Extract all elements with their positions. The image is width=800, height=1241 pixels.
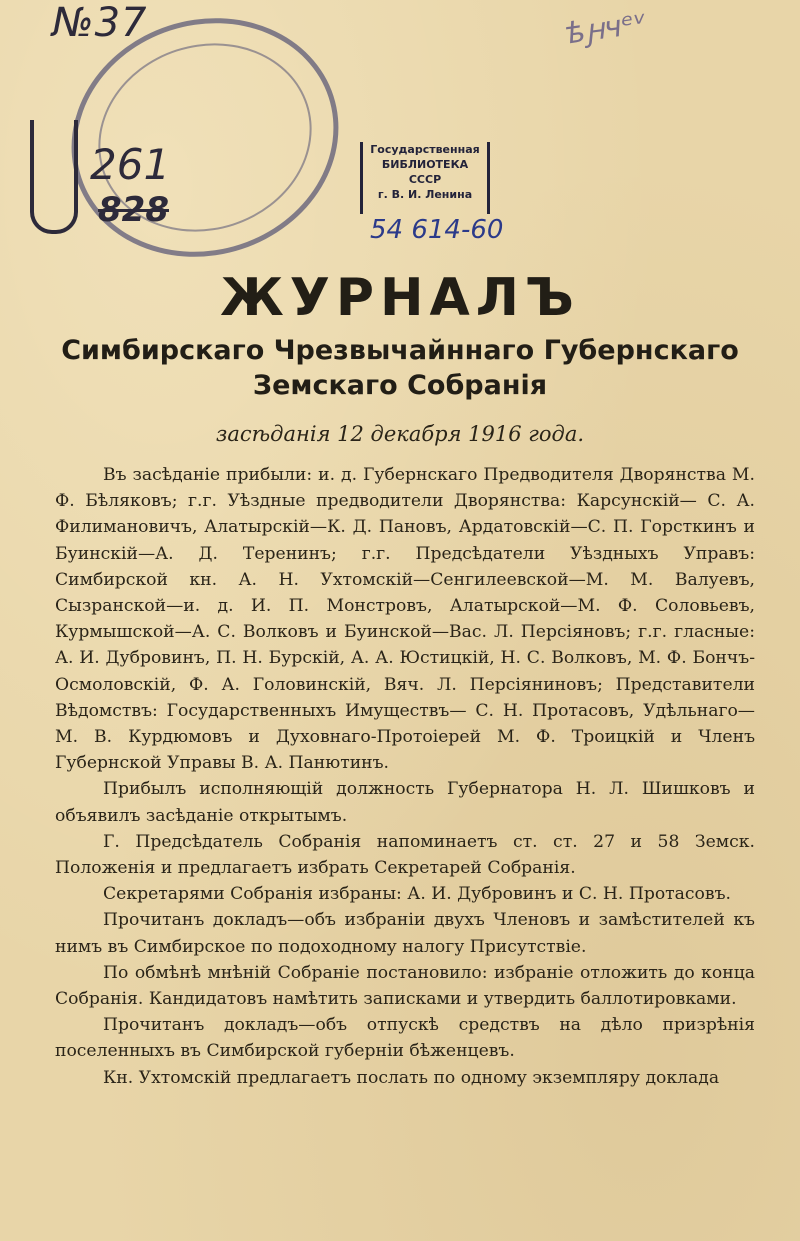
stamp-line-3: СССР <box>408 173 442 186</box>
paragraph-resolution: По обмѣнѣ мнѣній Собраніе постановило: избраніе отложить до конца Собранія. Кандидатовъ намѣтить записками и утвердить баллотировками. <box>55 962 755 1010</box>
journal-title: ЖУРНАЛЪ <box>220 268 580 328</box>
handwritten-library-code: 54 614-60 <box>370 215 504 245</box>
library-rect-stamp <box>360 142 490 214</box>
stamp-line-4: г. В. И. Ленина <box>377 188 473 201</box>
handwritten-shelf-mark: №37 <box>52 0 148 46</box>
handwritten-number-828: 828 <box>98 190 169 230</box>
paragraph-secretaries: Секретарями Собранія избраны: А. И. Дубровинъ и С. Н. Протасовъ. <box>103 884 731 905</box>
handwritten-number-261: 261 <box>90 140 171 189</box>
stamp-line-1: Государственная <box>370 143 480 156</box>
paragraph-report-refugees: Прочитанъ докладъ—объ отпускѣ средствъ на дѣло призрѣнія поселенныхъ въ Симбирской губерніи бѣженцевъ. <box>55 1015 755 1062</box>
subtitle-line-2: Земскаго Собранія <box>252 370 548 401</box>
stamp-line-2: БИБЛИОТЕКА <box>381 158 469 171</box>
paragraph-governor-opening: Прибылъ исполняющій должность Губернатора Н. Л. Шишковъ и объявилъ засѣданіе открытымъ. <box>55 779 755 826</box>
paragraph-attendees: Въ засѣданіе прибыли: и. д. Губернскаго Предводителя Дворянства М. Ф. Бѣляковъ; г.г. Уѣздные предводители Дворянства: Карсунскій— С. А. Филимановичъ, Алатырскій—К. Д. Пановъ, Ардатовскій—С. П. Горсткинъ и Буинскій—А. Д. Теренинъ; г.г. Предсѣдатели Уѣздныхъ Управъ: Симбирской кн. А. Н. Ухтомскій—Сенгилеевской—М. М. Валуевъ, Сызранской—и. д. И. П. Монстровъ, Алатырской—М. Ф. Соловьевъ, Курмышской—А. С. Волковъ и Буинской—Вас. Л. Персіяновъ; г.г. гласные: А. И. Дубровинъ, П. Н. Бурскій, А. А. Юстицкій, Н. С. Волковъ, М. Ф. Бончъ-Осмоловскій, Ф. А. Головинскій, Вяч. Л. Персіяниновъ; Представители Вѣдомствъ: Государственныхъ Имуществъ— С. Н. Протасовъ, Удѣльнаго—М. В. Курдюмовъ и Духовнаго-Протоіерей М. Ф. Троицкій и Членъ Губернской Управы В. А. Панютинъ. <box>55 465 755 774</box>
handwritten-corner-scrawl: ѣԩчᵉᵛ <box>563 5 650 52</box>
session-date: засѣданія 12 декабря 1916 года. <box>215 422 585 446</box>
paragraph-ukhtomsky-proposal: Кн. Ухтомскій предлагаетъ послать по одному экземпляру доклада <box>103 1067 720 1088</box>
subtitle-line-1: Симбирскаго Чрезвычайннаго Губернскаго <box>61 335 739 366</box>
paragraph-chair-proposal: Г. Предсѣдатель Собранія напоминаетъ ст. ст. 27 и 58 Земск. Положенія и предлагаетъ избрать Секретарей Собранія. <box>55 831 755 879</box>
body-text <box>55 462 755 1091</box>
paragraph-report-election: Прочитанъ докладъ—объ избраніи двухъ Членовъ и замѣстителей къ нимъ въ Симбирское по подоходному налогу Присутствіе. <box>55 910 755 957</box>
handwritten-bracket-mark <box>30 120 78 234</box>
